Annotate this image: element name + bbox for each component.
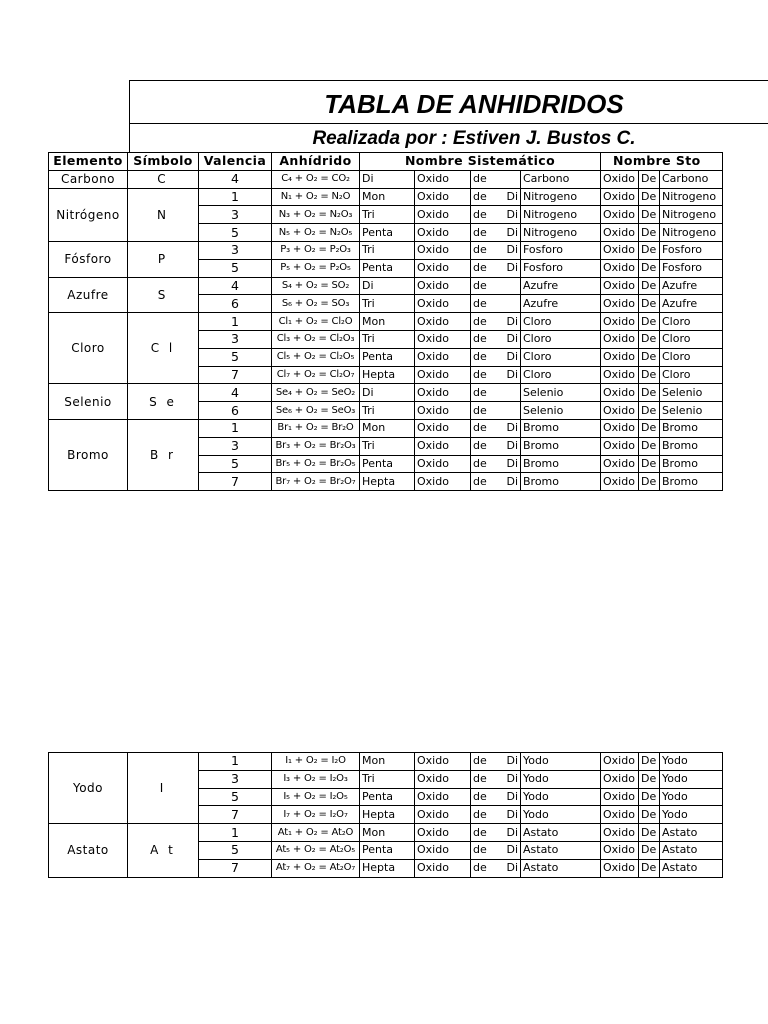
stock-name-cell: Bromo [660, 473, 723, 491]
de-cell: de [471, 330, 496, 348]
reaction-cell: N₁ + O₂ = N₂O [272, 188, 360, 206]
di-cell: Di [496, 206, 521, 224]
systematic-name-cell: Yodo [521, 806, 601, 824]
systematic-name-cell: Bromo [521, 455, 601, 473]
stock-de-cell: De [639, 170, 660, 188]
systematic-name-cell: Fosforo [521, 259, 601, 277]
table-body-continued [49, 753, 723, 878]
systematic-name-cell: Azufre [521, 277, 601, 295]
element-name-cell: Astato [49, 824, 128, 877]
oxido-cell: Oxido [415, 224, 471, 242]
de-cell: de [471, 188, 496, 206]
systematic-name-cell: Cloro [521, 348, 601, 366]
stock-name-cell: Nitrogeno [660, 188, 723, 206]
prefix-cell: Tri [360, 206, 415, 224]
stock-name-cell: Fosforo [660, 259, 723, 277]
valence-cell: 3 [199, 770, 272, 788]
element-name-cell: Nitrógeno [49, 188, 128, 241]
oxido-cell: Oxido [415, 841, 471, 859]
stock-de-cell: De [639, 788, 660, 806]
valence-cell: 7 [199, 806, 272, 824]
systematic-name-cell: Selenio [521, 402, 601, 420]
oxido-cell: Oxido [415, 455, 471, 473]
prefix-cell: Mon [360, 188, 415, 206]
table-header-row [49, 153, 723, 171]
valence-cell: 3 [199, 206, 272, 224]
table-row [49, 419, 723, 437]
table-row [49, 753, 723, 771]
stock-oxido-cell: Oxido [601, 473, 639, 491]
prefix-cell: Penta [360, 259, 415, 277]
valence-cell: 5 [199, 841, 272, 859]
systematic-name-cell: Nitrogeno [521, 188, 601, 206]
stock-oxido-cell: Oxido [601, 330, 639, 348]
di-cell: Di [496, 788, 521, 806]
systematic-name-cell: Astato [521, 859, 601, 877]
element-name-cell: Cloro [49, 313, 128, 384]
stock-oxido-cell: Oxido [601, 384, 639, 402]
de-cell: de [471, 770, 496, 788]
oxido-cell: Oxido [415, 330, 471, 348]
de-cell: de [471, 313, 496, 331]
oxido-cell: Oxido [415, 348, 471, 366]
title-divider [130, 123, 768, 124]
stock-de-cell: De [639, 188, 660, 206]
de-cell: de [471, 437, 496, 455]
prefix-cell: Penta [360, 841, 415, 859]
stock-de-cell: De [639, 259, 660, 277]
prefix-cell: Mon [360, 419, 415, 437]
stock-name-cell: Cloro [660, 348, 723, 366]
di-cell [496, 170, 521, 188]
table-row [49, 188, 723, 206]
valence-cell: 1 [199, 188, 272, 206]
prefix-cell: Tri [360, 402, 415, 420]
prefix-cell: Hepta [360, 806, 415, 824]
stock-name-cell: Nitrogeno [660, 224, 723, 242]
prefix-cell: Penta [360, 348, 415, 366]
de-cell: de [471, 841, 496, 859]
stock-de-cell: De [639, 330, 660, 348]
oxido-cell: Oxido [415, 313, 471, 331]
systematic-name-cell: Yodo [521, 788, 601, 806]
stock-oxido-cell: Oxido [601, 241, 639, 259]
reaction-cell: Cl₃ + O₂ = Cl₂O₃ [272, 330, 360, 348]
stock-de-cell: De [639, 841, 660, 859]
valence-cell: 5 [199, 455, 272, 473]
prefix-cell: Hepta [360, 366, 415, 384]
systematic-name-cell: Yodo [521, 770, 601, 788]
reaction-cell: P₅ + O₂ = P₂O₅ [272, 259, 360, 277]
oxido-cell: Oxido [415, 753, 471, 771]
stock-de-cell: De [639, 437, 660, 455]
reaction-cell: S₆ + O₂ = SO₃ [272, 295, 360, 313]
di-cell [496, 384, 521, 402]
prefix-cell: Mon [360, 753, 415, 771]
header-simbolo: Símbolo [128, 153, 199, 171]
element-name-cell: Fósforo [49, 241, 128, 277]
element-symbol-cell: A t [128, 824, 199, 877]
stock-name-cell: Yodo [660, 806, 723, 824]
stock-oxido-cell: Oxido [601, 348, 639, 366]
table-row [49, 313, 723, 331]
stock-name-cell: Astato [660, 859, 723, 877]
prefix-cell: Tri [360, 295, 415, 313]
de-cell: de [471, 859, 496, 877]
valence-cell: 3 [199, 330, 272, 348]
di-cell: Di [496, 188, 521, 206]
valence-cell: 1 [199, 419, 272, 437]
valence-cell: 1 [199, 753, 272, 771]
prefix-cell: Tri [360, 437, 415, 455]
stock-de-cell: De [639, 402, 660, 420]
stock-name-cell: Bromo [660, 419, 723, 437]
de-cell: de [471, 277, 496, 295]
stock-name-cell: Nitrogeno [660, 206, 723, 224]
element-name-cell: Selenio [49, 384, 128, 420]
de-cell: de [471, 824, 496, 842]
di-cell: Di [496, 241, 521, 259]
reaction-cell: Se₄ + O₂ = SeO₂ [272, 384, 360, 402]
systematic-name-cell: Azufre [521, 295, 601, 313]
prefix-cell: Di [360, 170, 415, 188]
stock-oxido-cell: Oxido [601, 224, 639, 242]
di-cell: Di [496, 366, 521, 384]
reaction-cell: S₄ + O₂ = SO₂ [272, 277, 360, 295]
valence-cell: 5 [199, 348, 272, 366]
valence-cell: 6 [199, 402, 272, 420]
di-cell [496, 277, 521, 295]
stock-oxido-cell: Oxido [601, 824, 639, 842]
stock-de-cell: De [639, 473, 660, 491]
reaction-cell: At₅ + O₂ = At₂O₅ [272, 841, 360, 859]
element-symbol-cell: P [128, 241, 199, 277]
stock-name-cell: Cloro [660, 330, 723, 348]
stock-oxido-cell: Oxido [601, 806, 639, 824]
reaction-cell: Se₆ + O₂ = SeO₃ [272, 402, 360, 420]
oxido-cell: Oxido [415, 770, 471, 788]
reaction-cell: Cl₅ + O₂ = Cl₂O₅ [272, 348, 360, 366]
systematic-name-cell: Cloro [521, 366, 601, 384]
stock-name-cell: Selenio [660, 384, 723, 402]
stock-oxido-cell: Oxido [601, 402, 639, 420]
element-symbol-cell: S [128, 277, 199, 313]
oxido-cell: Oxido [415, 277, 471, 295]
stock-oxido-cell: Oxido [601, 295, 639, 313]
reaction-cell: Br₇ + O₂ = Br₂O₇ [272, 473, 360, 491]
de-cell: de [471, 788, 496, 806]
systematic-name-cell: Cloro [521, 313, 601, 331]
oxido-cell: Oxido [415, 384, 471, 402]
di-cell: Di [496, 437, 521, 455]
stock-de-cell: De [639, 859, 660, 877]
element-symbol-cell: B r [128, 419, 199, 490]
stock-de-cell: De [639, 295, 660, 313]
oxido-cell: Oxido [415, 295, 471, 313]
stock-name-cell: Bromo [660, 455, 723, 473]
oxido-cell: Oxido [415, 824, 471, 842]
valence-cell: 7 [199, 859, 272, 877]
systematic-name-cell: Nitrogeno [521, 224, 601, 242]
de-cell: de [471, 295, 496, 313]
prefix-cell: Penta [360, 455, 415, 473]
stock-oxido-cell: Oxido [601, 277, 639, 295]
di-cell: Di [496, 259, 521, 277]
valence-cell: 4 [199, 277, 272, 295]
stock-de-cell: De [639, 455, 660, 473]
reaction-cell: C₄ + O₂ = CO₂ [272, 170, 360, 188]
reaction-cell: I₇ + O₂ = I₂O₇ [272, 806, 360, 824]
valence-cell: 3 [199, 241, 272, 259]
systematic-name-cell: Bromo [521, 419, 601, 437]
reaction-cell: Cl₁ + O₂ = Cl₂O [272, 313, 360, 331]
systematic-name-cell: Cloro [521, 330, 601, 348]
de-cell: de [471, 753, 496, 771]
element-symbol-cell: N [128, 188, 199, 241]
stock-de-cell: De [639, 753, 660, 771]
stock-de-cell: De [639, 824, 660, 842]
element-name-cell: Azufre [49, 277, 128, 313]
reaction-cell: I₁ + O₂ = I₂O [272, 753, 360, 771]
oxido-cell: Oxido [415, 788, 471, 806]
stock-name-cell: Cloro [660, 366, 723, 384]
stock-oxido-cell: Oxido [601, 419, 639, 437]
stock-de-cell: De [639, 770, 660, 788]
stock-de-cell: De [639, 313, 660, 331]
systematic-name-cell: Astato [521, 841, 601, 859]
stock-name-cell: Azufre [660, 295, 723, 313]
prefix-cell: Penta [360, 788, 415, 806]
de-cell: de [471, 455, 496, 473]
prefix-cell: Penta [360, 224, 415, 242]
header-anhidrido: Anhídrido [272, 153, 360, 171]
valence-cell: 5 [199, 259, 272, 277]
stock-name-cell: Astato [660, 841, 723, 859]
oxido-cell: Oxido [415, 170, 471, 188]
de-cell: de [471, 366, 496, 384]
stock-de-cell: De [639, 277, 660, 295]
di-cell: Di [496, 859, 521, 877]
systematic-name-cell: Selenio [521, 384, 601, 402]
oxido-cell: Oxido [415, 806, 471, 824]
di-cell: Di [496, 824, 521, 842]
oxido-cell: Oxido [415, 188, 471, 206]
valence-cell: 7 [199, 366, 272, 384]
table-row [49, 384, 723, 402]
oxido-cell: Oxido [415, 859, 471, 877]
element-name-cell: Carbono [49, 170, 128, 188]
stock-name-cell: Astato [660, 824, 723, 842]
de-cell: de [471, 241, 496, 259]
reaction-cell: I₅ + O₂ = I₂O₅ [272, 788, 360, 806]
table-row [49, 241, 723, 259]
de-cell: de [471, 806, 496, 824]
systematic-name-cell: Bromo [521, 437, 601, 455]
prefix-cell: Hepta [360, 859, 415, 877]
di-cell: Di [496, 455, 521, 473]
header-elemento: Elemento [49, 153, 128, 171]
stock-oxido-cell: Oxido [601, 859, 639, 877]
element-name-cell: Yodo [49, 753, 128, 824]
stock-name-cell: Yodo [660, 753, 723, 771]
stock-oxido-cell: Oxido [601, 170, 639, 188]
valence-cell: 6 [199, 295, 272, 313]
reaction-cell: Br₁ + O₂ = Br₂O [272, 419, 360, 437]
di-cell [496, 402, 521, 420]
stock-oxido-cell: Oxido [601, 455, 639, 473]
oxido-cell: Oxido [415, 206, 471, 224]
di-cell: Di [496, 224, 521, 242]
stock-oxido-cell: Oxido [601, 437, 639, 455]
stock-oxido-cell: Oxido [601, 206, 639, 224]
oxido-cell: Oxido [415, 419, 471, 437]
header-nombre-stock: Nombre Sto [601, 153, 723, 171]
stock-name-cell: Yodo [660, 770, 723, 788]
prefix-cell: Mon [360, 313, 415, 331]
prefix-cell: Tri [360, 770, 415, 788]
reaction-cell: Br₅ + O₂ = Br₂O₅ [272, 455, 360, 473]
de-cell: de [471, 419, 496, 437]
stock-name-cell: Bromo [660, 437, 723, 455]
stock-name-cell: Yodo [660, 788, 723, 806]
oxido-cell: Oxido [415, 241, 471, 259]
prefix-cell: Hepta [360, 473, 415, 491]
systematic-name-cell: Yodo [521, 753, 601, 771]
reaction-cell: I₃ + O₂ = I₂O₃ [272, 770, 360, 788]
oxido-cell: Oxido [415, 473, 471, 491]
di-cell: Di [496, 806, 521, 824]
prefix-cell: Tri [360, 330, 415, 348]
systematic-name-cell: Carbono [521, 170, 601, 188]
stock-de-cell: De [639, 806, 660, 824]
di-cell: Di [496, 419, 521, 437]
reaction-cell: N₃ + O₂ = N₂O₃ [272, 206, 360, 224]
stock-de-cell: De [639, 241, 660, 259]
stock-oxido-cell: Oxido [601, 313, 639, 331]
title-box [129, 80, 768, 152]
stock-oxido-cell: Oxido [601, 770, 639, 788]
di-cell: Di [496, 330, 521, 348]
di-cell: Di [496, 348, 521, 366]
di-cell: Di [496, 313, 521, 331]
reaction-cell: At₇ + O₂ = At₂O₇ [272, 859, 360, 877]
valence-cell: 7 [199, 473, 272, 491]
prefix-cell: Di [360, 384, 415, 402]
de-cell: de [471, 206, 496, 224]
prefix-cell: Mon [360, 824, 415, 842]
element-name-cell: Bromo [49, 419, 128, 490]
de-cell: de [471, 170, 496, 188]
stock-oxido-cell: Oxido [601, 753, 639, 771]
table-body [49, 170, 723, 490]
de-cell: de [471, 348, 496, 366]
prefix-cell: Di [360, 277, 415, 295]
stock-de-cell: De [639, 419, 660, 437]
stock-oxido-cell: Oxido [601, 259, 639, 277]
oxido-cell: Oxido [415, 366, 471, 384]
de-cell: de [471, 224, 496, 242]
stock-oxido-cell: Oxido [601, 788, 639, 806]
prefix-cell: Tri [360, 241, 415, 259]
header-nombre-sistematico: Nombre Sistemático [360, 153, 601, 171]
reaction-cell: N₅ + O₂ = N₂O₅ [272, 224, 360, 242]
stock-name-cell: Cloro [660, 313, 723, 331]
header-valencia: Valencia [199, 153, 272, 171]
valence-cell: 3 [199, 437, 272, 455]
de-cell: de [471, 259, 496, 277]
systematic-name-cell: Nitrogeno [521, 206, 601, 224]
reaction-cell: Br₃ + O₂ = Br₂O₃ [272, 437, 360, 455]
valence-cell: 5 [199, 788, 272, 806]
anhydride-table-continued [48, 752, 723, 878]
anhydride-table [48, 152, 723, 491]
systematic-name-cell: Astato [521, 824, 601, 842]
di-cell [496, 295, 521, 313]
valence-cell: 1 [199, 313, 272, 331]
valence-cell: 5 [199, 224, 272, 242]
oxido-cell: Oxido [415, 402, 471, 420]
page-title: TABLA DE ANHIDRIDOS [324, 89, 624, 119]
stock-name-cell: Fosforo [660, 241, 723, 259]
di-cell: Di [496, 841, 521, 859]
reaction-cell: Cl₇ + O₂ = Cl₂O₇ [272, 366, 360, 384]
stock-name-cell: Carbono [660, 170, 723, 188]
stock-de-cell: De [639, 384, 660, 402]
element-symbol-cell: C l [128, 313, 199, 384]
stock-name-cell: Azufre [660, 277, 723, 295]
page-subtitle: Realizada por : Estiven J. Bustos C. [312, 128, 636, 149]
valence-cell: 1 [199, 824, 272, 842]
stock-de-cell: De [639, 206, 660, 224]
stock-oxido-cell: Oxido [601, 841, 639, 859]
stock-oxido-cell: Oxido [601, 366, 639, 384]
element-symbol-cell: C [128, 170, 199, 188]
oxido-cell: Oxido [415, 259, 471, 277]
valence-cell: 4 [199, 384, 272, 402]
table-row [49, 824, 723, 842]
di-cell: Di [496, 770, 521, 788]
reaction-cell: At₁ + O₂ = At₂O [272, 824, 360, 842]
de-cell: de [471, 384, 496, 402]
table-row [49, 277, 723, 295]
di-cell: Di [496, 753, 521, 771]
stock-oxido-cell: Oxido [601, 188, 639, 206]
oxido-cell: Oxido [415, 437, 471, 455]
de-cell: de [471, 402, 496, 420]
element-symbol-cell: I [128, 753, 199, 824]
stock-de-cell: De [639, 348, 660, 366]
reaction-cell: P₃ + O₂ = P₂O₃ [272, 241, 360, 259]
element-symbol-cell: S e [128, 384, 199, 420]
systematic-name-cell: Fosforo [521, 241, 601, 259]
de-cell: de [471, 473, 496, 491]
stock-name-cell: Selenio [660, 402, 723, 420]
table-row [49, 170, 723, 188]
systematic-name-cell: Bromo [521, 473, 601, 491]
stock-de-cell: De [639, 224, 660, 242]
di-cell: Di [496, 473, 521, 491]
valence-cell: 4 [199, 170, 272, 188]
stock-de-cell: De [639, 366, 660, 384]
